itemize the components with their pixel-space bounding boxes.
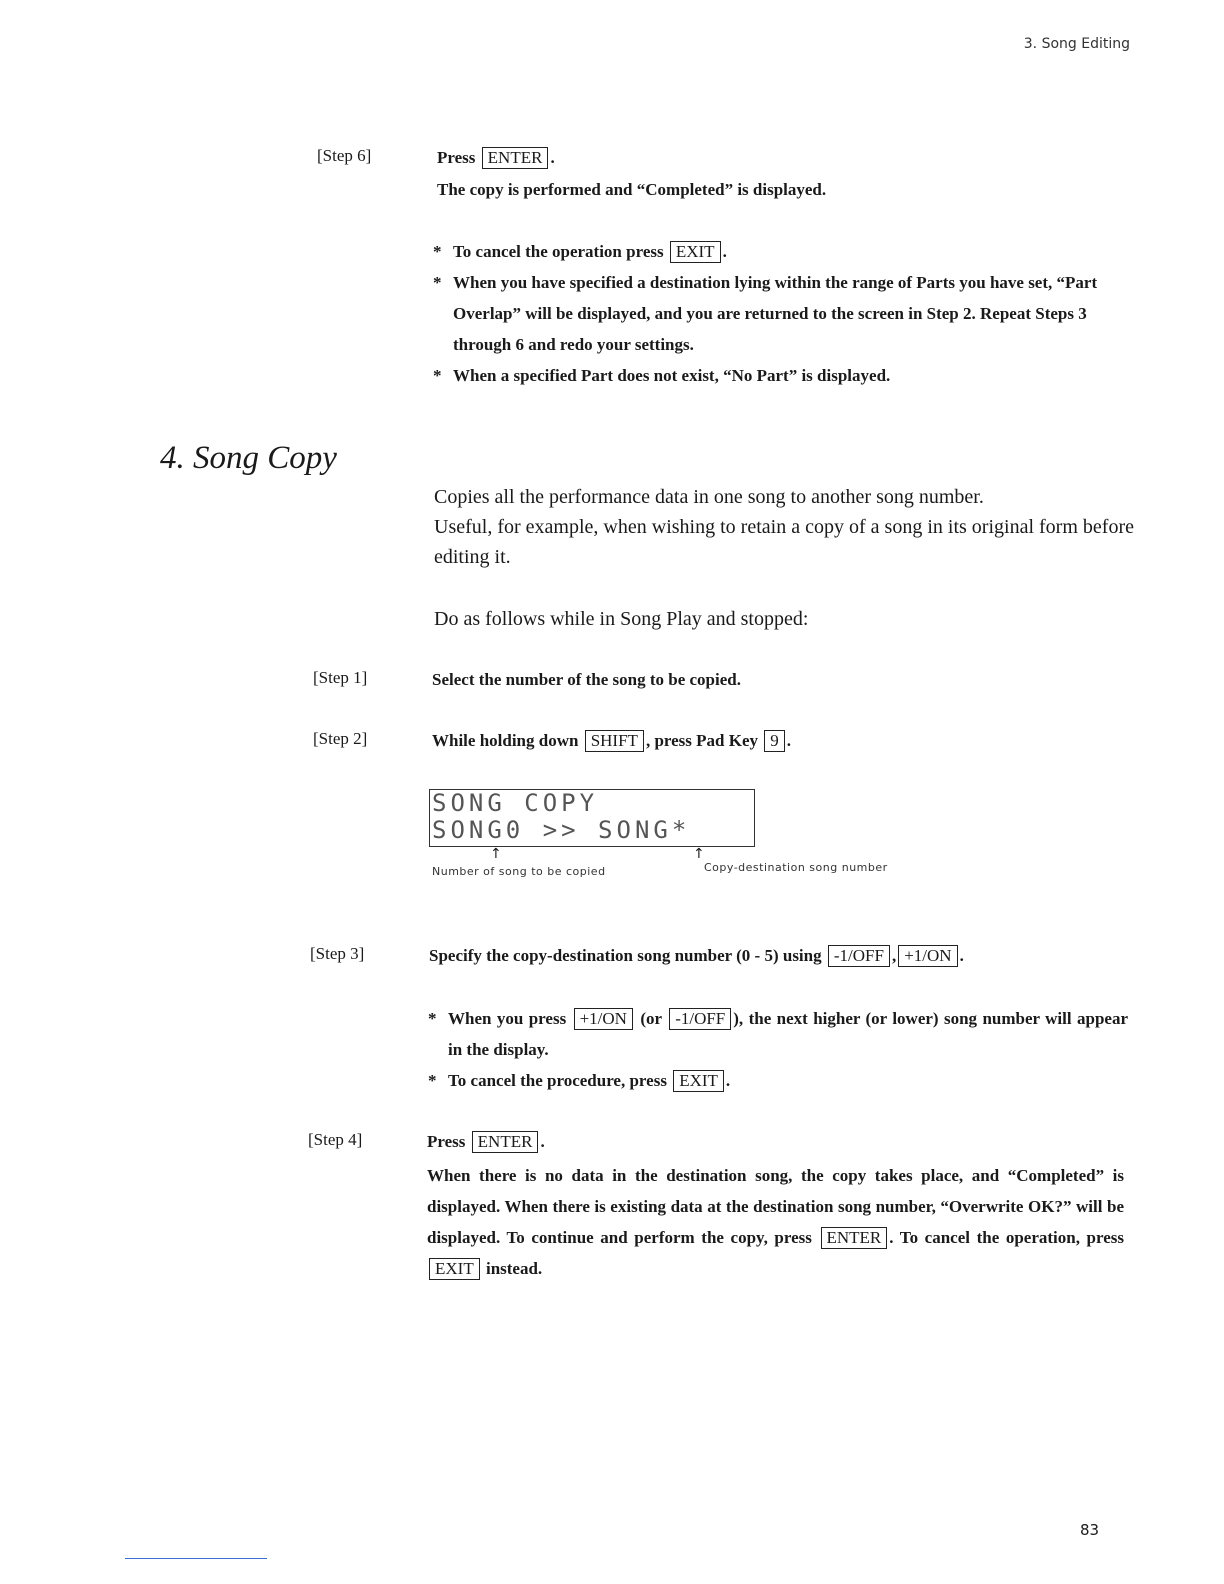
step1-text: Select the number of the song to be copied. <box>432 670 741 689</box>
pad-key-9: 9 <box>764 730 785 752</box>
exit-key: EXIT <box>670 241 721 263</box>
step3-instruction <box>429 940 964 971</box>
note-asterisk: * <box>433 366 442 385</box>
step6-note-cancel <box>433 236 1133 267</box>
step3-prefix: Specify the copy-destination song number (0 - 5) using <box>429 946 822 965</box>
lcd-display <box>429 789 755 847</box>
note-asterisk: * <box>428 1009 437 1028</box>
step6-note-nopart <box>433 360 1133 391</box>
note-prefix: When you press <box>448 1009 567 1028</box>
note-suffix: ), the next higher (or lower) song number will appear in the display. <box>448 1009 1128 1059</box>
note-text: When you have specified a destination lying within the range of Parts you have set, “Part Overlap” will be displayed, and you are returned to the screen in Step 2. Repeat Steps 3 through 6 and redo your settings. <box>453 273 1098 354</box>
step6-note-overlap <box>433 267 1133 360</box>
enter-key: ENTER <box>821 1227 888 1249</box>
step2-suffix: . <box>786 731 792 750</box>
minus-1-off-key: -1/OFF <box>669 1008 731 1030</box>
bottom-rule <box>125 1558 267 1559</box>
step4-press-suffix: . <box>540 1132 545 1151</box>
intro-line-2: Useful, for example, when wishing to retain a copy of a song in its original form before editing it. <box>434 516 1134 568</box>
step6-label: [Step 6] <box>317 146 372 165</box>
step4-label: [Step 4] <box>308 1130 363 1149</box>
step6-press-prefix: Press <box>437 148 476 167</box>
step6-notes <box>433 236 1133 391</box>
note-suffix: . <box>725 1071 731 1090</box>
step2-middle: , press Pad Key <box>645 731 759 750</box>
section-condition: Do as follows while in Song Play and stopped: <box>434 608 809 630</box>
note-asterisk: * <box>428 1071 437 1090</box>
section-intro <box>434 482 1134 572</box>
source-arrow-icon: ↑ <box>490 846 502 862</box>
note-prefix: To cancel the operation press <box>453 242 664 261</box>
step3-notes <box>428 1003 1128 1096</box>
step4-paragraph <box>427 1160 1124 1284</box>
step2-instruction <box>432 725 791 756</box>
note-asterisk: * <box>433 242 442 261</box>
note-suffix: . <box>722 242 727 261</box>
step3-note-cancel <box>428 1065 1128 1096</box>
step4-para-part2: . To cancel the operation, press <box>889 1228 1125 1247</box>
note-prefix: To cancel the procedure, press <box>448 1071 667 1090</box>
step4-instruction <box>427 1126 545 1157</box>
plus-1-on-key: +1/ON <box>574 1008 633 1030</box>
exit-key: EXIT <box>673 1070 724 1092</box>
step2-prefix: While holding down <box>432 731 579 750</box>
shift-key: SHIFT <box>585 730 644 752</box>
step4-para-part3: instead. <box>485 1259 543 1278</box>
step6-result: The copy is performed and “Completed” is displayed. <box>437 180 827 199</box>
lcd-line-1: SONG COPY <box>432 789 599 817</box>
minus-1-off-key: -1/OFF <box>828 945 890 967</box>
lcd-line-2: SONG0 >> SONG* <box>432 816 691 844</box>
step6-instruction: Press ENTER . <box>437 148 555 167</box>
page-number: 83 <box>1080 1521 1100 1539</box>
step3-suffix: . <box>959 946 964 965</box>
note-asterisk: * <box>433 273 442 292</box>
step3-sep: , <box>891 946 897 965</box>
dest-arrow-icon: ↑ <box>693 846 705 862</box>
lcd-caption-dest: Copy-destination song number <box>704 861 888 874</box>
intro-line-1: Copies all the performance data in one song to another song number. <box>434 486 984 508</box>
running-header: 3. Song Editing <box>1023 36 1130 52</box>
exit-key: EXIT <box>429 1258 480 1280</box>
step1-label: [Step 1] <box>313 668 368 687</box>
step4-press-prefix: Press <box>427 1132 466 1151</box>
enter-key: ENTER <box>472 1131 539 1153</box>
step4-para-part1: When there is no data in the destination song, the copy takes place, and “Completed” is displayed. When there is existing data at the destination song number, “Overwrite OK?” will be displayed. To continue and perform the copy, press <box>427 1166 1124 1247</box>
note-mid: (or <box>640 1009 662 1028</box>
lcd-caption-source: Number of song to be copied <box>432 865 606 878</box>
step2-label: [Step 2] <box>313 729 368 748</box>
step3-note-increment <box>428 1003 1128 1065</box>
plus-1-on-key: +1/ON <box>898 945 957 967</box>
step3-label: [Step 3] <box>310 944 365 963</box>
section-title: 4. Song Copy <box>160 440 337 476</box>
note-text: When a specified Part does not exist, “No Part” is displayed. <box>453 366 891 385</box>
enter-key: ENTER <box>482 147 549 169</box>
